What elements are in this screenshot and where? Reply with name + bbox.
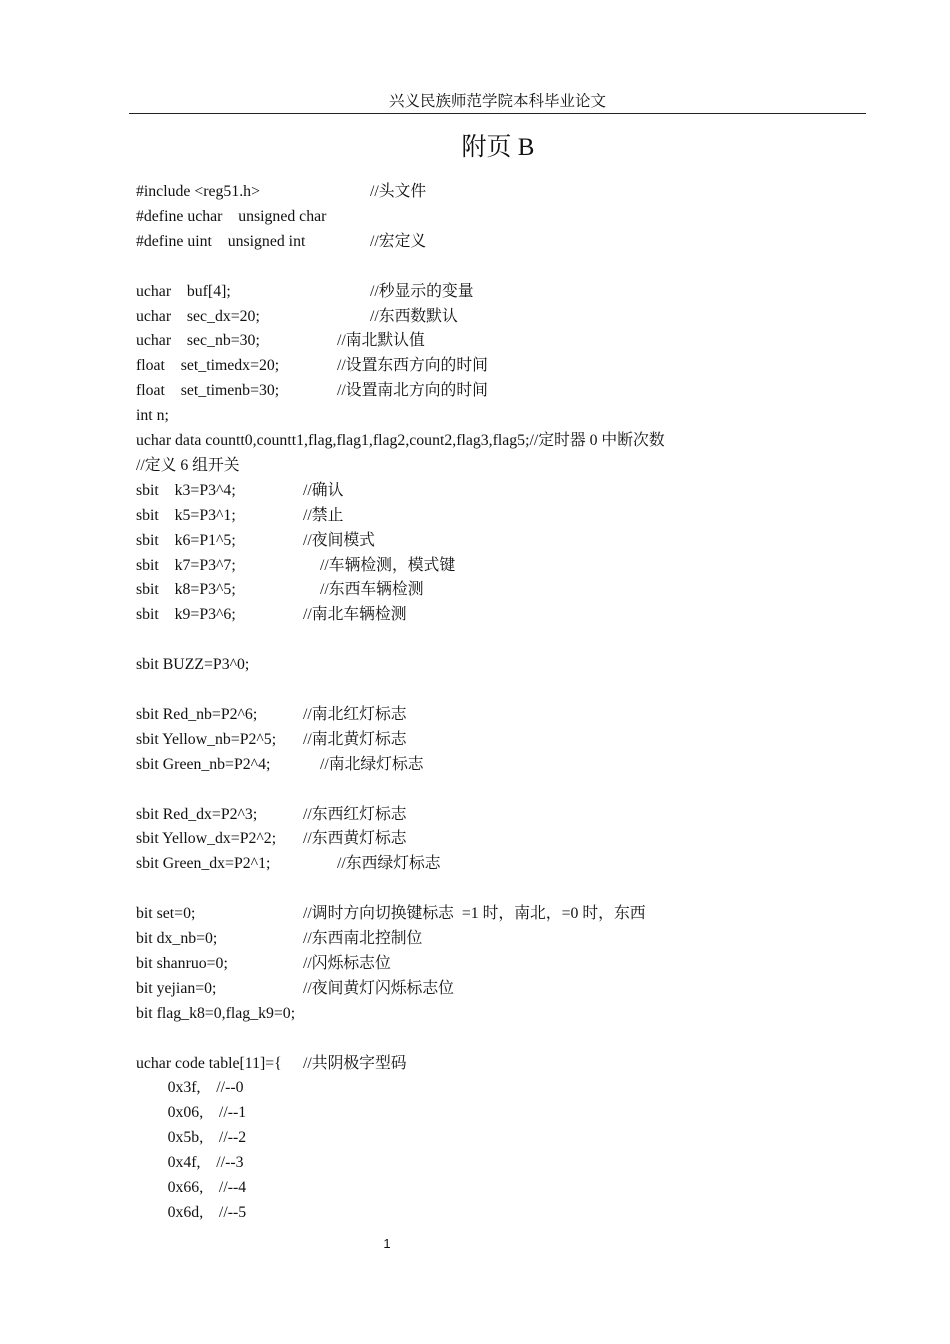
code-comment: //头文件 — [370, 183, 427, 200]
code-text: sbit Yellow_nb=P2^5; — [136, 730, 277, 748]
code-text: 0x06, //--1 — [136, 1104, 247, 1122]
code-text: sbit Red_dx=P2^3; — [136, 805, 258, 823]
code-text: #define uchar unsigned char — [136, 207, 327, 225]
page-header — [129, 92, 866, 114]
code-line — [136, 1078, 244, 1098]
code-line — [136, 1128, 246, 1148]
code-comment: //设置南北方向的时间 — [337, 382, 488, 400]
code-line — [136, 1153, 244, 1173]
code-text: //定义 6 组开关 — [136, 456, 240, 474]
code-comment: //闪烁标志位 — [303, 954, 391, 972]
code-line — [136, 481, 344, 501]
code-comment: //调时方向切换键标志 =1 时，南北，=0 时，东西 — [303, 905, 646, 923]
code-text: bit yejian=0; — [136, 979, 217, 997]
code-line — [136, 182, 427, 202]
code-text: #include <reg51.h> — [136, 183, 260, 200]
code-line — [136, 207, 326, 227]
code-line — [136, 755, 424, 775]
code-line — [136, 705, 407, 725]
page-number: 1 — [383, 1236, 391, 1251]
code-comment: //东西南北控制位 — [303, 930, 423, 947]
code-text: sbit Red_nb=P2^6; — [136, 705, 258, 723]
code-text: uchar buf[4]; — [136, 282, 231, 300]
code-line — [136, 730, 407, 750]
code-comment: //宏定义 — [370, 232, 427, 250]
page-title: 附页 B — [461, 134, 535, 161]
code-comment: //南北车辆检测 — [303, 606, 407, 624]
code-comment: //夜间黄灯闪烁标志位 — [303, 979, 454, 997]
code-line — [136, 904, 646, 924]
code-text: uchar data countt0,countt1,flag,flag1,flag2,count2,flag3,flag5;//定时器 0 中断次数 — [136, 432, 665, 449]
code-text: bit flag_k8=0,flag_k9=0; — [136, 1004, 296, 1022]
code-comment: //设置东西方向的时间 — [337, 357, 488, 375]
code-line — [136, 406, 169, 426]
code-text: sbit BUZZ=P3^0; — [136, 656, 250, 674]
code-text: sbit k7=P3^7; — [136, 556, 236, 574]
code-comment: //禁止 — [303, 506, 344, 524]
code-text: float set_timedx=20; — [136, 357, 280, 375]
code-text: 0x4f, //--3 — [136, 1154, 244, 1172]
code-comment: //共阴极字型码 — [303, 1054, 407, 1072]
code-text: bit set=0; — [136, 905, 196, 923]
code-line — [136, 1054, 407, 1074]
code-comment: //南北默认值 — [337, 332, 425, 350]
code-line — [136, 282, 474, 302]
code-line — [136, 381, 488, 401]
code-comment: //东西绿灯标志 — [337, 855, 441, 873]
code-comment: //东西车辆检测 — [320, 581, 424, 599]
code-line — [136, 456, 240, 476]
code-comment: //南北黄灯标志 — [303, 730, 407, 748]
code-text: uchar sec_dx=20; — [136, 307, 260, 325]
code-line — [136, 929, 423, 949]
code-line — [136, 531, 375, 551]
code-text: bit dx_nb=0; — [136, 930, 218, 947]
code-comment: //秒显示的变量 — [370, 282, 474, 300]
code-line — [136, 805, 407, 825]
code-comment: //夜间模式 — [303, 531, 375, 549]
code-line — [136, 556, 456, 576]
code-line — [136, 356, 488, 376]
code-line — [136, 1004, 295, 1024]
code-line — [136, 1203, 246, 1223]
code-comment: //南北绿灯标志 — [320, 755, 424, 773]
code-text: uchar sec_nb=30; — [136, 332, 260, 350]
code-text: bit shanruo=0; — [136, 954, 228, 972]
code-text: sbit k6=P1^5; — [136, 531, 236, 549]
code-line — [136, 954, 391, 974]
code-text: uchar code table[11]={ — [136, 1054, 282, 1072]
code-comment: //东西数默认 — [370, 307, 458, 325]
code-text: sbit k3=P3^4; — [136, 481, 236, 499]
code-text: #define uint unsigned int — [136, 232, 306, 250]
code-text: 0x66, //--4 — [136, 1179, 247, 1196]
code-line — [136, 307, 458, 327]
code-line — [136, 331, 425, 351]
code-line — [136, 655, 249, 675]
code-text: sbit k8=P3^5; — [136, 581, 236, 599]
code-text: sbit k5=P3^1; — [136, 506, 236, 524]
code-text: sbit k9=P3^6; — [136, 606, 236, 624]
code-text: sbit Yellow_dx=P2^2; — [136, 830, 277, 848]
code-text: 0x6d, //--5 — [136, 1203, 247, 1221]
code-text: 0x5b, //--2 — [136, 1129, 247, 1147]
code-line — [136, 979, 454, 999]
header-title: 兴义民族师范学院本科毕业论文 — [388, 93, 606, 110]
code-line — [136, 232, 427, 252]
code-line — [136, 506, 344, 526]
code-line — [136, 1103, 246, 1123]
code-text: sbit Green_nb=P2^4; — [136, 755, 271, 773]
code-comment: //东西黄灯标志 — [303, 830, 407, 848]
code-line — [136, 1178, 246, 1198]
code-comment: //东西红灯标志 — [303, 805, 407, 823]
code-line — [136, 605, 407, 625]
code-text: float set_timenb=30; — [136, 382, 280, 400]
code-text: sbit Green_dx=P2^1; — [136, 855, 271, 873]
code-line — [136, 431, 665, 451]
code-line — [136, 580, 424, 600]
code-comment: //南北红灯标志 — [303, 705, 407, 723]
code-text: 0x3f, //--0 — [136, 1079, 244, 1097]
code-comment: //车辆检测，模式键 — [320, 556, 456, 574]
code-text: int n; — [136, 407, 169, 425]
code-line — [136, 829, 407, 849]
code-comment: //确认 — [303, 481, 344, 499]
code-line — [136, 854, 441, 874]
